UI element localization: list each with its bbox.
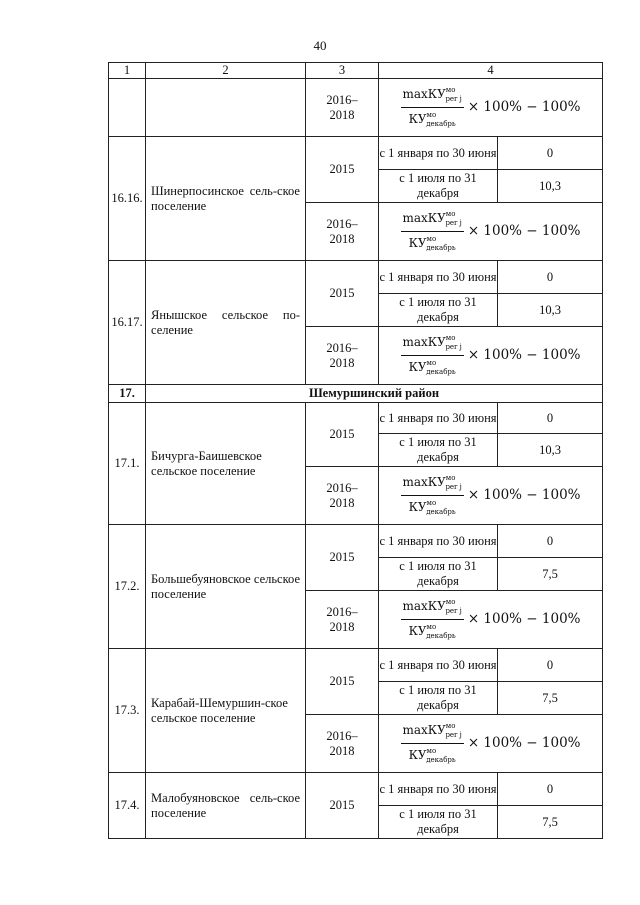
col-header: 4 (379, 63, 603, 79)
row-number: 16.16. (109, 137, 146, 261)
col-header: 1 (109, 63, 146, 79)
value-cell: 10,3 (498, 434, 603, 467)
row-number: 16.17. (109, 261, 146, 385)
header-row (109, 63, 603, 79)
empty-cell (146, 79, 306, 137)
year-cell: 2015 (306, 137, 379, 203)
formula-cell (379, 591, 603, 649)
year-cell: 2015 (306, 773, 379, 839)
table-row (109, 525, 603, 558)
table-row (109, 773, 603, 806)
subperiod-cell: с 1 января по 30 июня (379, 649, 498, 682)
settlement-name: Бичурга-Баишевское сельское поселение (146, 403, 306, 525)
period-cell: 2016– 2018 (306, 591, 379, 649)
subperiod-cell: с 1 июля по 31 декабря (379, 434, 498, 467)
section-number: 17. (109, 385, 146, 403)
value-cell: 0 (498, 261, 603, 294)
settlement-name: Янышское сельское по-селение (146, 261, 306, 385)
settlement-name: Большебуяновское сельское поселение (146, 525, 306, 649)
value-cell: 10,3 (498, 294, 603, 327)
value-cell: 0 (498, 773, 603, 806)
row-number: 17.3. (109, 649, 146, 773)
row-number: 17.2. (109, 525, 146, 649)
formula-numerator: maxКУ$^{мо}_{per j}$ (401, 84, 464, 108)
period-cell: 2016– 2018 (306, 203, 379, 261)
table-row (109, 649, 603, 682)
value-cell: 0 (498, 525, 603, 558)
year-cell: 2015 (306, 403, 379, 467)
formula-numerator: maxКУ$^{мо}_{per j}$ (401, 596, 464, 620)
subperiod-cell: с 1 января по 30 июня (379, 137, 498, 170)
empty-cell (109, 79, 146, 137)
value-cell: 0 (498, 403, 603, 434)
period-cell: 2016– 2018 (306, 715, 379, 773)
growth-formula: $\frac{\max КУ^{мо}_{per j}}{КУ^{мо}_{декабрь}}$ × 100% − 100% (379, 208, 602, 255)
period-cell: 2016– 2018 (306, 327, 379, 385)
subperiod-cell: с 1 июля по 31 декабря (379, 558, 498, 591)
growth-formula: $\frac{\max КУ^{мо}_{per j}}{КУ^{мо}_{декабрь}}$ × 100% − 100% (379, 596, 602, 643)
table-row (109, 403, 603, 434)
growth-formula: $\frac{\max КУ^{мо}_{per j}}{КУ^{мо}_{декабрь}}$ × 100% − 100% (379, 332, 602, 379)
value-cell: 10,3 (498, 170, 603, 203)
col-header: 2 (146, 63, 306, 79)
growth-formula: $\frac{\max КУ^{мо}_{per j}}{КУ^{мо}_{декабрь}}$ × 100% − 100% (379, 84, 602, 131)
page-number: 40 (313, 38, 327, 53)
formula-numerator: maxКУ$^{мо}_{per j}$ (401, 332, 464, 356)
formula-cell (379, 715, 603, 773)
value-cell: 7,5 (498, 806, 603, 839)
formula-numerator: maxКУ$^{мо}_{per j}$ (401, 208, 464, 232)
formula-denominator: $КУ^{мо}_{декабрь}$ (408, 623, 456, 640)
formula-numerator: maxКУ$^{мо}_{per j}$ (401, 472, 464, 496)
settlement-name: Малобуяновское сель-ское поселение (146, 773, 306, 839)
settlement-name: Шинерпосинское сель-ское поселение (146, 137, 306, 261)
row-number: 17.4. (109, 773, 146, 839)
growth-formula: $\frac{\max КУ^{мо}_{per j}}{КУ^{мо}_{декабрь}}$ × 100% − 100% (379, 720, 602, 767)
table-row (109, 261, 603, 294)
subperiod-cell: с 1 января по 30 июня (379, 403, 498, 434)
formula-cell (379, 327, 603, 385)
value-cell: 7,5 (498, 558, 603, 591)
formula-denominator: $КУ^{мо}_{декабрь}$ (408, 499, 456, 516)
formula-cell (379, 203, 603, 261)
year-cell: 2015 (306, 261, 379, 327)
year-cell: 2015 (306, 649, 379, 715)
year-cell: 2015 (306, 525, 379, 591)
formula-denominator: $КУ^{мо}_{декабрь}$ (408, 235, 456, 252)
formula-numerator: maxКУ$^{мо}_{per j}$ (401, 720, 464, 744)
tariff-table (108, 62, 603, 839)
formula-denominator: $КУ^{мо}_{декабрь}$ (408, 747, 456, 764)
formula-denominator: $КУ^{мо}_{декабрь}$ (408, 359, 456, 376)
settlement-name: Карабай-Шемуршин-ское сельское поселение (146, 649, 306, 773)
subperiod-cell: с 1 января по 30 июня (379, 773, 498, 806)
subperiod-cell: с 1 июля по 31 декабря (379, 806, 498, 839)
section-title: Шемуршинский район (146, 385, 603, 403)
period-cell: 2016– 2018 (306, 467, 379, 525)
formula-cell (379, 467, 603, 525)
formula-denominator: $КУ^{мо}_{декабрь}$ (408, 111, 456, 128)
period-cell: 2016– 2018 (306, 79, 379, 137)
growth-formula: $\frac{\max КУ^{мо}_{per j}}{КУ^{мо}_{декабрь}}$ × 100% − 100% (379, 472, 602, 519)
value-cell: 7,5 (498, 682, 603, 715)
table-row (109, 137, 603, 170)
value-cell: 0 (498, 137, 603, 170)
formula-cell (379, 79, 603, 137)
row-number: 17.1. (109, 403, 146, 525)
subperiod-cell: с 1 июля по 31 декабря (379, 682, 498, 715)
subperiod-cell: с 1 января по 30 июня (379, 261, 498, 294)
subperiod-cell: с 1 июля по 31 декабря (379, 294, 498, 327)
col-header: 3 (306, 63, 379, 79)
subperiod-cell: с 1 января по 30 июня (379, 525, 498, 558)
section-row (109, 385, 603, 403)
subperiod-cell: с 1 июля по 31 декабря (379, 170, 498, 203)
table-row (109, 79, 603, 137)
value-cell: 0 (498, 649, 603, 682)
